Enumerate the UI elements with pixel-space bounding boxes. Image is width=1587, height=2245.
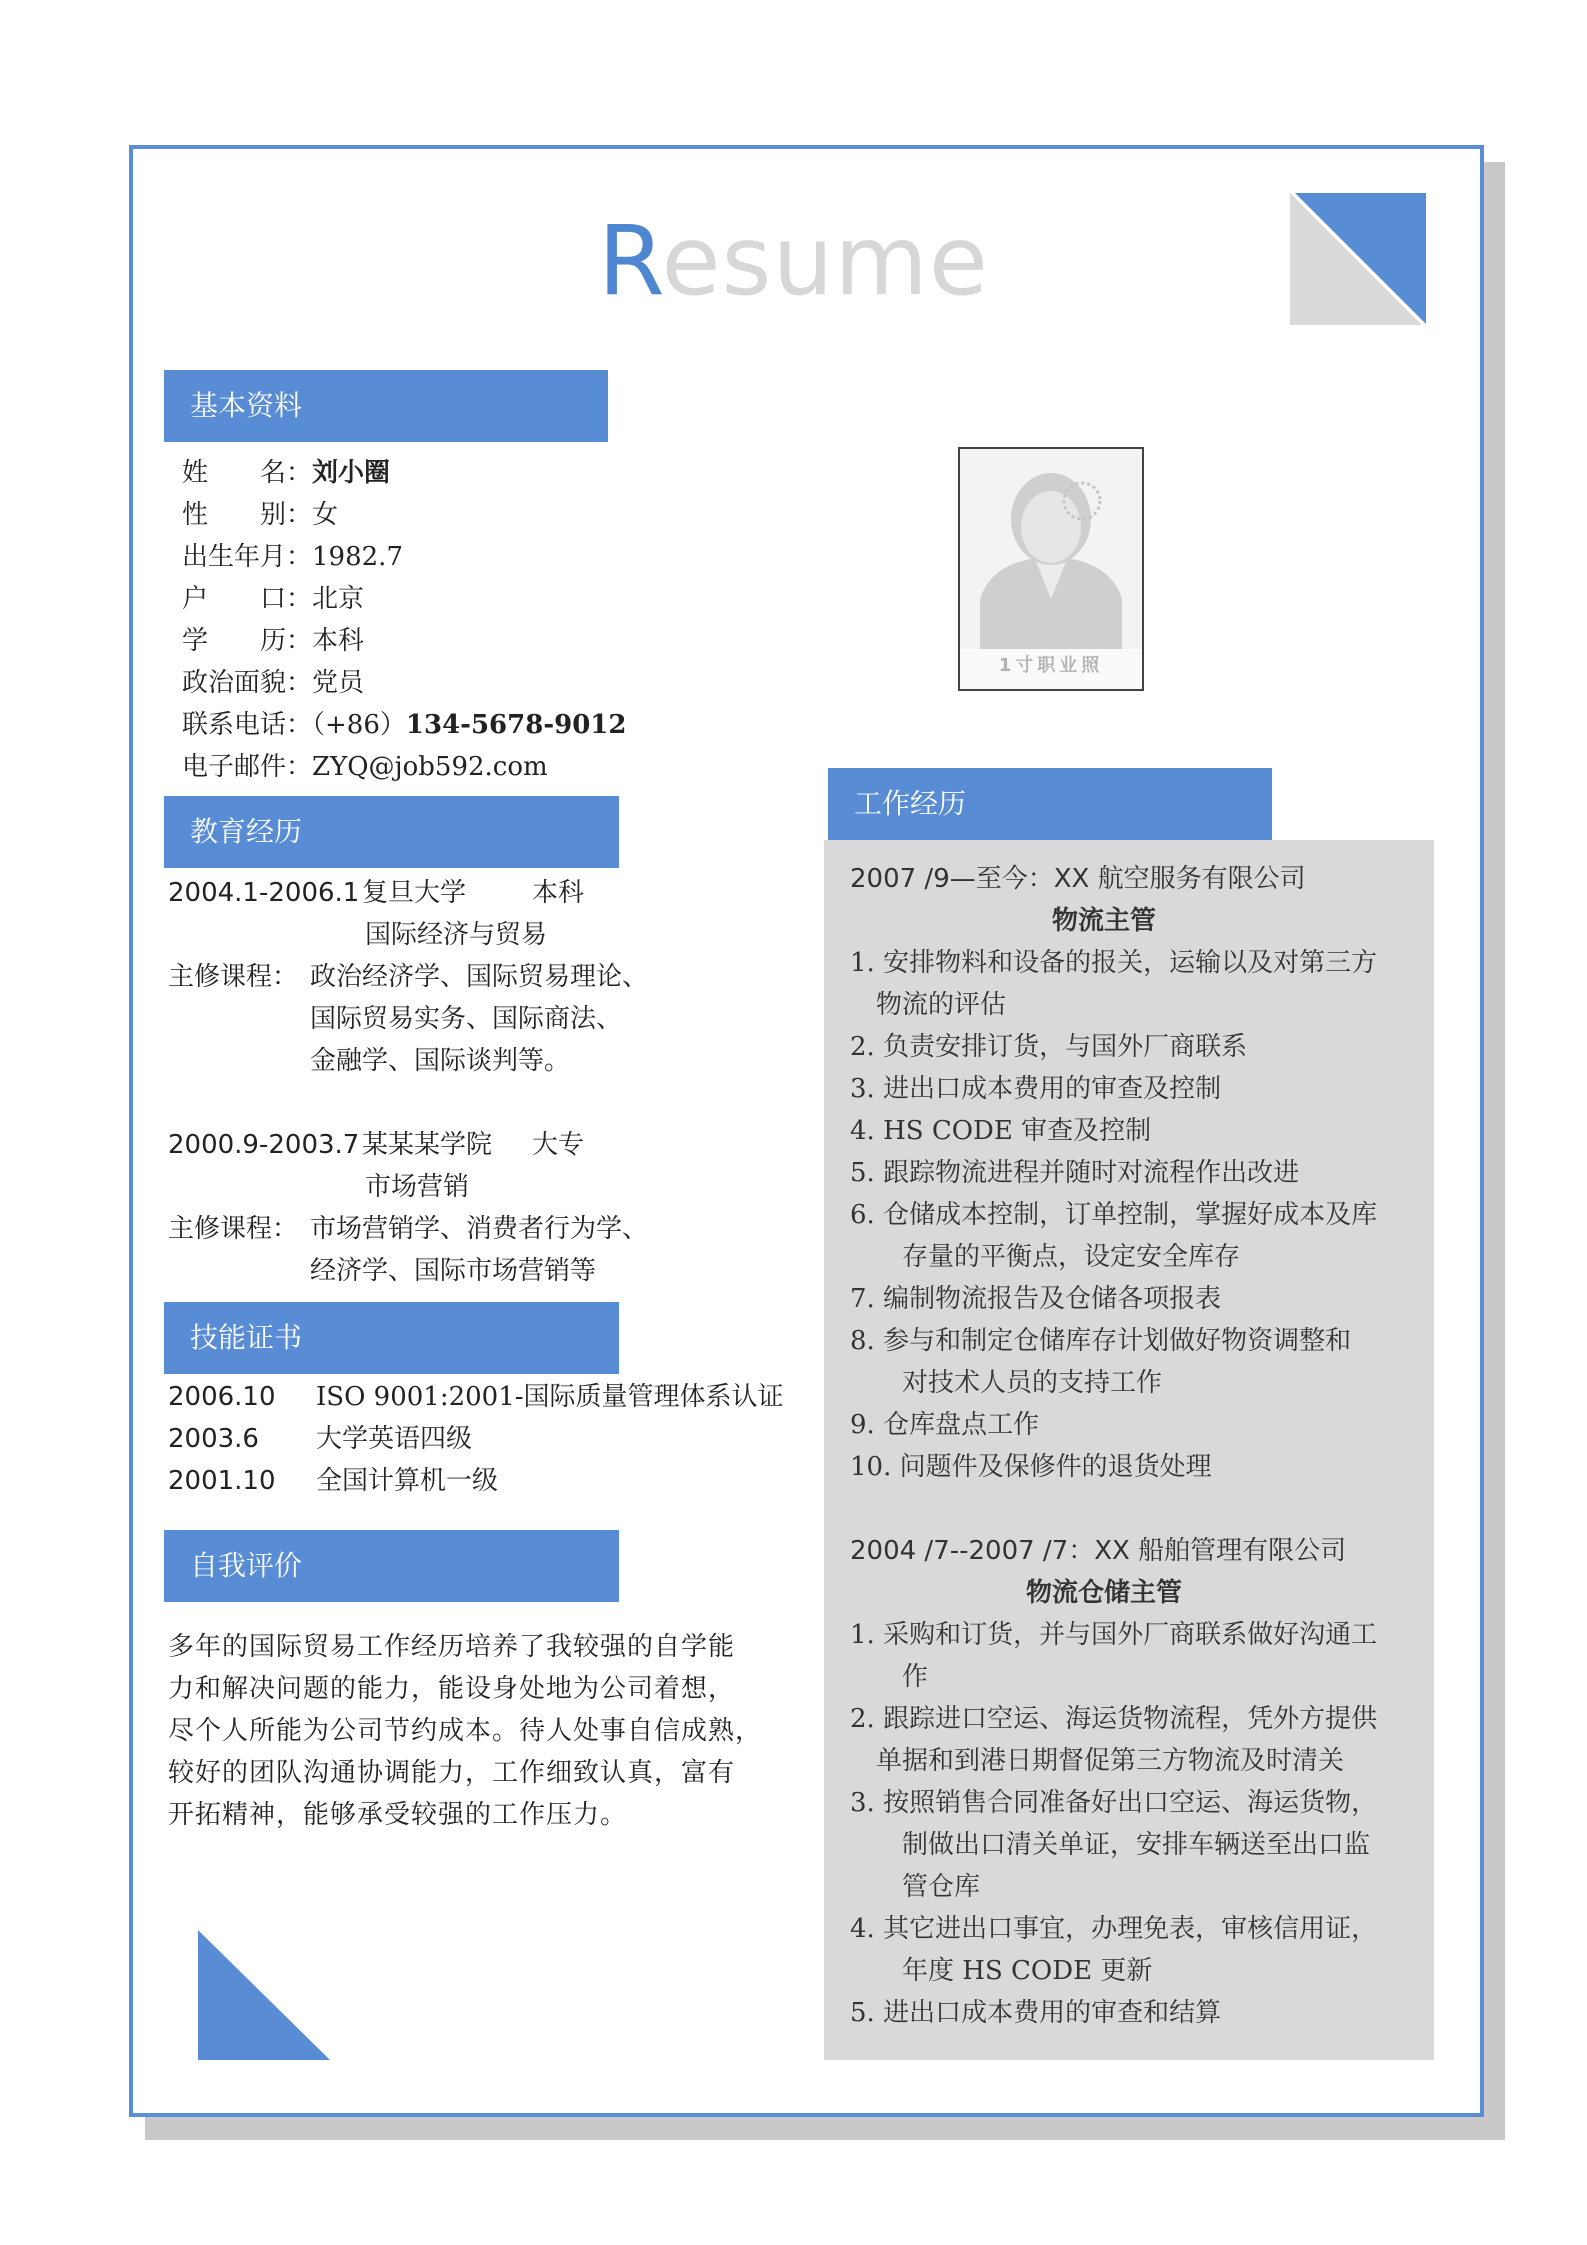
- field-label: 性 别：: [182, 500, 313, 530]
- section-header-skills: 技能证书: [164, 1302, 619, 1374]
- course-line: 国际贸易实务、国际商法、: [310, 1004, 623, 1034]
- field-value: 女: [312, 500, 339, 530]
- title-rest: esume: [661, 205, 989, 317]
- job-duty-line: 7. 编制物流报告及仓储各项报表: [850, 1284, 1222, 1314]
- phone-prefix: （+86）: [312, 710, 406, 740]
- job-title: 物流仓储主管: [1025, 1578, 1182, 1608]
- course-line: 政治经济学、国际贸易理论、: [310, 962, 649, 992]
- education-period: 2000.9-2003.7: [168, 1130, 360, 1160]
- job-duty-line: 1. 采购和订货，并与国外厂商联系做好沟通工: [850, 1620, 1378, 1650]
- courses-label: 主修课程：: [168, 962, 299, 992]
- field-label: 户 口：: [182, 584, 313, 614]
- skill-name: ISO 9001:2001-国际质量管理体系认证: [316, 1382, 784, 1412]
- person-silhouette-icon: [960, 449, 1142, 649]
- job-duty-line: 9. 仓库盘点工作: [850, 1410, 1040, 1440]
- self-evaluation-line: 力和解决问题的能力，能设身处地为公司着想，: [168, 1674, 736, 1704]
- basic-info-row: [182, 704, 626, 746]
- job-duty-line: 年度 HS CODE 更新: [850, 1956, 1153, 1986]
- education-degree: 大专: [532, 1130, 585, 1160]
- basic-info-row: [182, 746, 548, 788]
- profile-photo: [958, 447, 1144, 691]
- self-evaluation-line: 尽个人所能为公司节约成本。待人处事自信成熟，: [168, 1716, 763, 1746]
- job-duty-line: 2. 负责安排订货，与国外厂商联系: [850, 1032, 1248, 1062]
- course-line: 金融学、国际谈判等。: [310, 1046, 571, 1076]
- photo-caption: 1寸职业照: [998, 655, 1104, 676]
- skill-date: 2006.10: [168, 1382, 276, 1412]
- self-evaluation-line: 较好的团队沟通协调能力，工作细致认真，富有: [168, 1758, 736, 1788]
- job-duty-line: 4. 其它进出口事宜，办理免表，审核信用证，: [850, 1914, 1378, 1944]
- job-duty-line: 1. 安排物料和设备的报关，运输以及对第三方: [850, 948, 1378, 978]
- field-value: ZYQ@job592.com: [312, 752, 548, 782]
- education-major: 市场营销: [365, 1172, 470, 1202]
- basic-info-row: [182, 662, 364, 704]
- job-duty-line: 3. 进出口成本费用的审查及控制: [850, 1074, 1222, 1104]
- field-label: 政治面貌：: [182, 668, 313, 698]
- basic-info-row: [182, 452, 390, 494]
- basic-info-row: [182, 620, 364, 662]
- skill-date: 2001.10: [168, 1466, 276, 1496]
- field-label: 学 历：: [182, 626, 313, 656]
- job-period: 2004 /7--2007 /7：XX 船舶管理有限公司: [850, 1536, 1347, 1566]
- education-school: 某某某学院: [362, 1130, 493, 1160]
- job-duty-line: 单据和到港日期督促第三方物流及时清关: [850, 1746, 1345, 1776]
- skill-name: 大学英语四级: [316, 1424, 473, 1454]
- job-duty-line: 管仓库: [850, 1872, 981, 1902]
- job-duty-line: 3. 按照销售合同准备好出口空运、海运货物，: [850, 1788, 1378, 1818]
- education-degree: 本科: [532, 878, 585, 908]
- field-value: 134-5678-9012: [405, 710, 627, 740]
- job-duty-line: 作: [850, 1662, 929, 1692]
- job-duty-line: 5. 进出口成本费用的审查和结算: [850, 1998, 1222, 2028]
- course-line: 市场营销学、消费者行为学、: [310, 1214, 649, 1244]
- skill-date: 2003.6: [168, 1424, 259, 1454]
- field-label: 联系电话：: [182, 710, 313, 740]
- basic-info-row: [182, 536, 403, 578]
- title-initial: R: [598, 205, 662, 317]
- job-title: 物流主管: [1051, 906, 1156, 936]
- courses-label: 主修课程：: [168, 1214, 299, 1244]
- self-evaluation-line: 开拓精神，能够承受较强的工作压力。: [168, 1800, 628, 1830]
- basic-info-row: [182, 578, 364, 620]
- field-label: 姓 名：: [182, 458, 313, 488]
- field-value: 党员: [312, 668, 365, 698]
- job-duty-line: 存量的平衡点，设定安全库存: [850, 1242, 1241, 1272]
- section-header-education: 教育经历: [164, 796, 619, 868]
- job-period: 2007 /9—至今：XX 航空服务有限公司: [850, 864, 1306, 894]
- course-line: 经济学、国际市场营销等: [310, 1256, 597, 1286]
- job-duty-line: 8. 参与和制定仓储库存计划做好物资调整和: [850, 1326, 1352, 1356]
- field-value: 刘小圈: [312, 458, 391, 488]
- job-duty-line: 对技术人员的支持工作: [850, 1368, 1163, 1398]
- job-duty-line: 10. 问题件及保修件的退货处理: [850, 1452, 1212, 1482]
- skill-name: 全国计算机一级: [316, 1466, 499, 1496]
- job-duty-line: 6. 仓储成本控制，订单控制，掌握好成本及库: [850, 1200, 1378, 1230]
- basic-info-row: [182, 494, 338, 536]
- section-header-work: 工作经历: [828, 768, 1272, 840]
- corner-triangle-decoration: [1290, 193, 1426, 329]
- job-duty-line: 制做出口清关单证，安排车辆送至出口监: [850, 1830, 1371, 1860]
- education-major: 国际经济与贸易: [365, 920, 548, 950]
- field-value: 本科: [312, 626, 365, 656]
- section-header-self: 自我评价: [164, 1530, 619, 1602]
- education-school: 复旦大学: [362, 878, 467, 908]
- field-label: 电子邮件：: [182, 752, 313, 782]
- corner-triangle-decoration-bottom: [198, 1930, 330, 2060]
- section-header-basic: 基本资料: [164, 370, 608, 442]
- job-duty-line: 4. HS CODE 审查及控制: [850, 1116, 1152, 1146]
- field-label: 出生年月：: [182, 542, 313, 572]
- job-duty-line: 5. 跟踪物流进程并随时对流程作出改进: [850, 1158, 1300, 1188]
- field-value: 北京: [312, 584, 365, 614]
- field-value: 1982.7: [312, 542, 403, 572]
- job-duty-line: 物流的评估: [850, 990, 1007, 1020]
- self-evaluation-line: 多年的国际贸易工作经历培养了我较强的自学能: [168, 1632, 736, 1662]
- education-period: 2004.1-2006.1: [168, 878, 360, 908]
- job-duty-line: 2. 跟踪进口空运、海运货物流程，凭外方提供: [850, 1704, 1378, 1734]
